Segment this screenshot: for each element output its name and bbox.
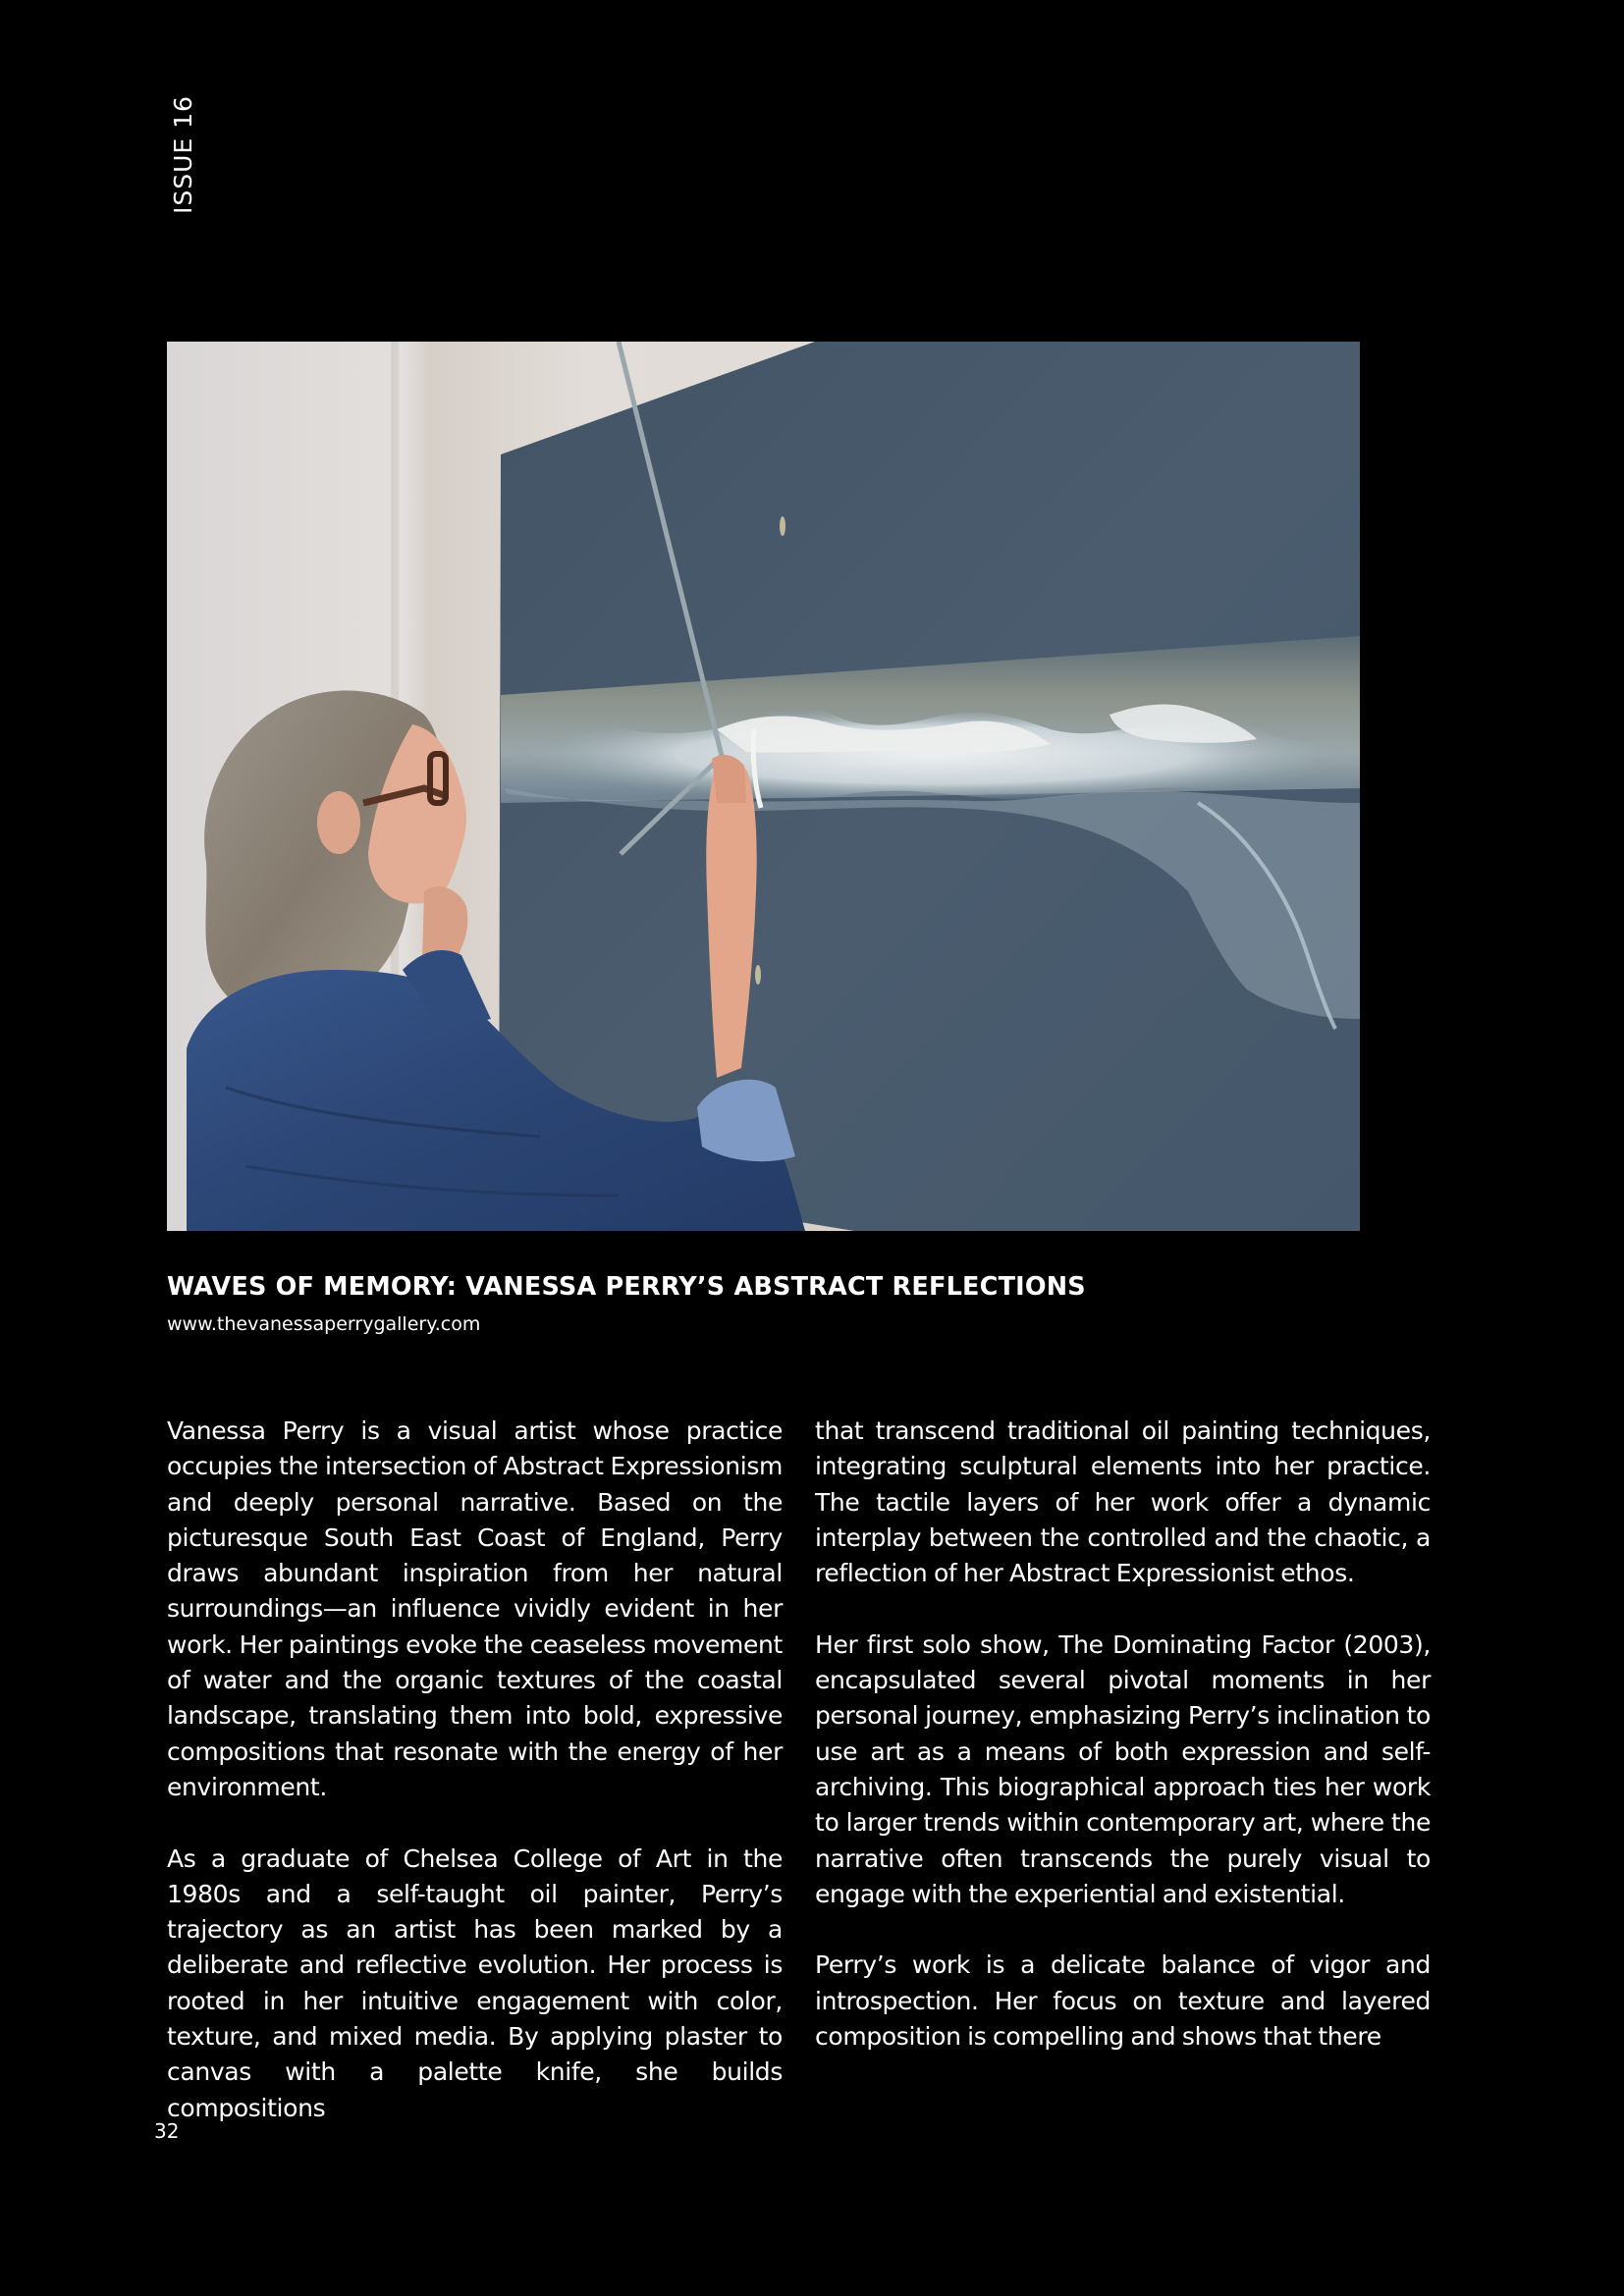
paragraph: that transcend traditional oil painting techniques, integrating sculptural elements into her practice. The tactile layers of her work offer a dynamic interplay between the controlled and the chaotic, a reflection of her Abstract Expressionist ethos. (815, 1416, 1431, 1588)
artist-painting-illustration (167, 342, 1360, 1231)
article-headline: WAVES OF MEMORY: VANESSA PERRY’S ABSTRACT REFLECTIONS (167, 1272, 1086, 1302)
issue-label: ISSUE 16 (169, 95, 197, 214)
paragraph: Her first solo show, The Dominating Factor (2003), encapsulated several pivotal moments in her personal journey, emphasizing Perry’s inclination to use art as a means of both expression and self-archiving. This biographical approach ties her work to larger trends within contemporary art, where the narrative often transcends the purely visual to engage with the experiential and existential. (815, 1629, 1431, 1908)
gallery-website-link[interactable]: www.thevanessaperrygallery.com (167, 1313, 481, 1335)
paragraph: Perry’s work is a delicate balance of vigor and introspection. Her focus on texture and layered composition is compelling and shows that there (815, 1950, 1431, 2052)
feature-photo (167, 342, 1360, 1231)
page-number: 32 (154, 2119, 180, 2143)
article-column-left (167, 1414, 783, 2162)
article-column-right (815, 1414, 1431, 2091)
paragraph: As a graduate of Chelsea College of Art in the 1980s and a self-taught oil painter, Perry’s trajectory as an artist has been marked by a deliberate and reflective evolution. Her process is rooted in her intuitive engagement with color, texture, and mixed media. By applying plaster to canvas with a palette knife, she builds compositions (167, 1843, 783, 2122)
paragraph: Vanessa Perry is a visual artist whose practice occupies the intersection of Abstract Expressionism and deeply personal narrative. Based on the picturesque South East Coast of England, Perry draws abundant inspiration from her natural surroundings—an influence vividly evident in her work. Her paintings evoke the ceaseless movement of water and the organic textures of the coastal landscape, translating them into bold, expressive compositions that resonate with the energy of her environment. (167, 1416, 783, 1801)
